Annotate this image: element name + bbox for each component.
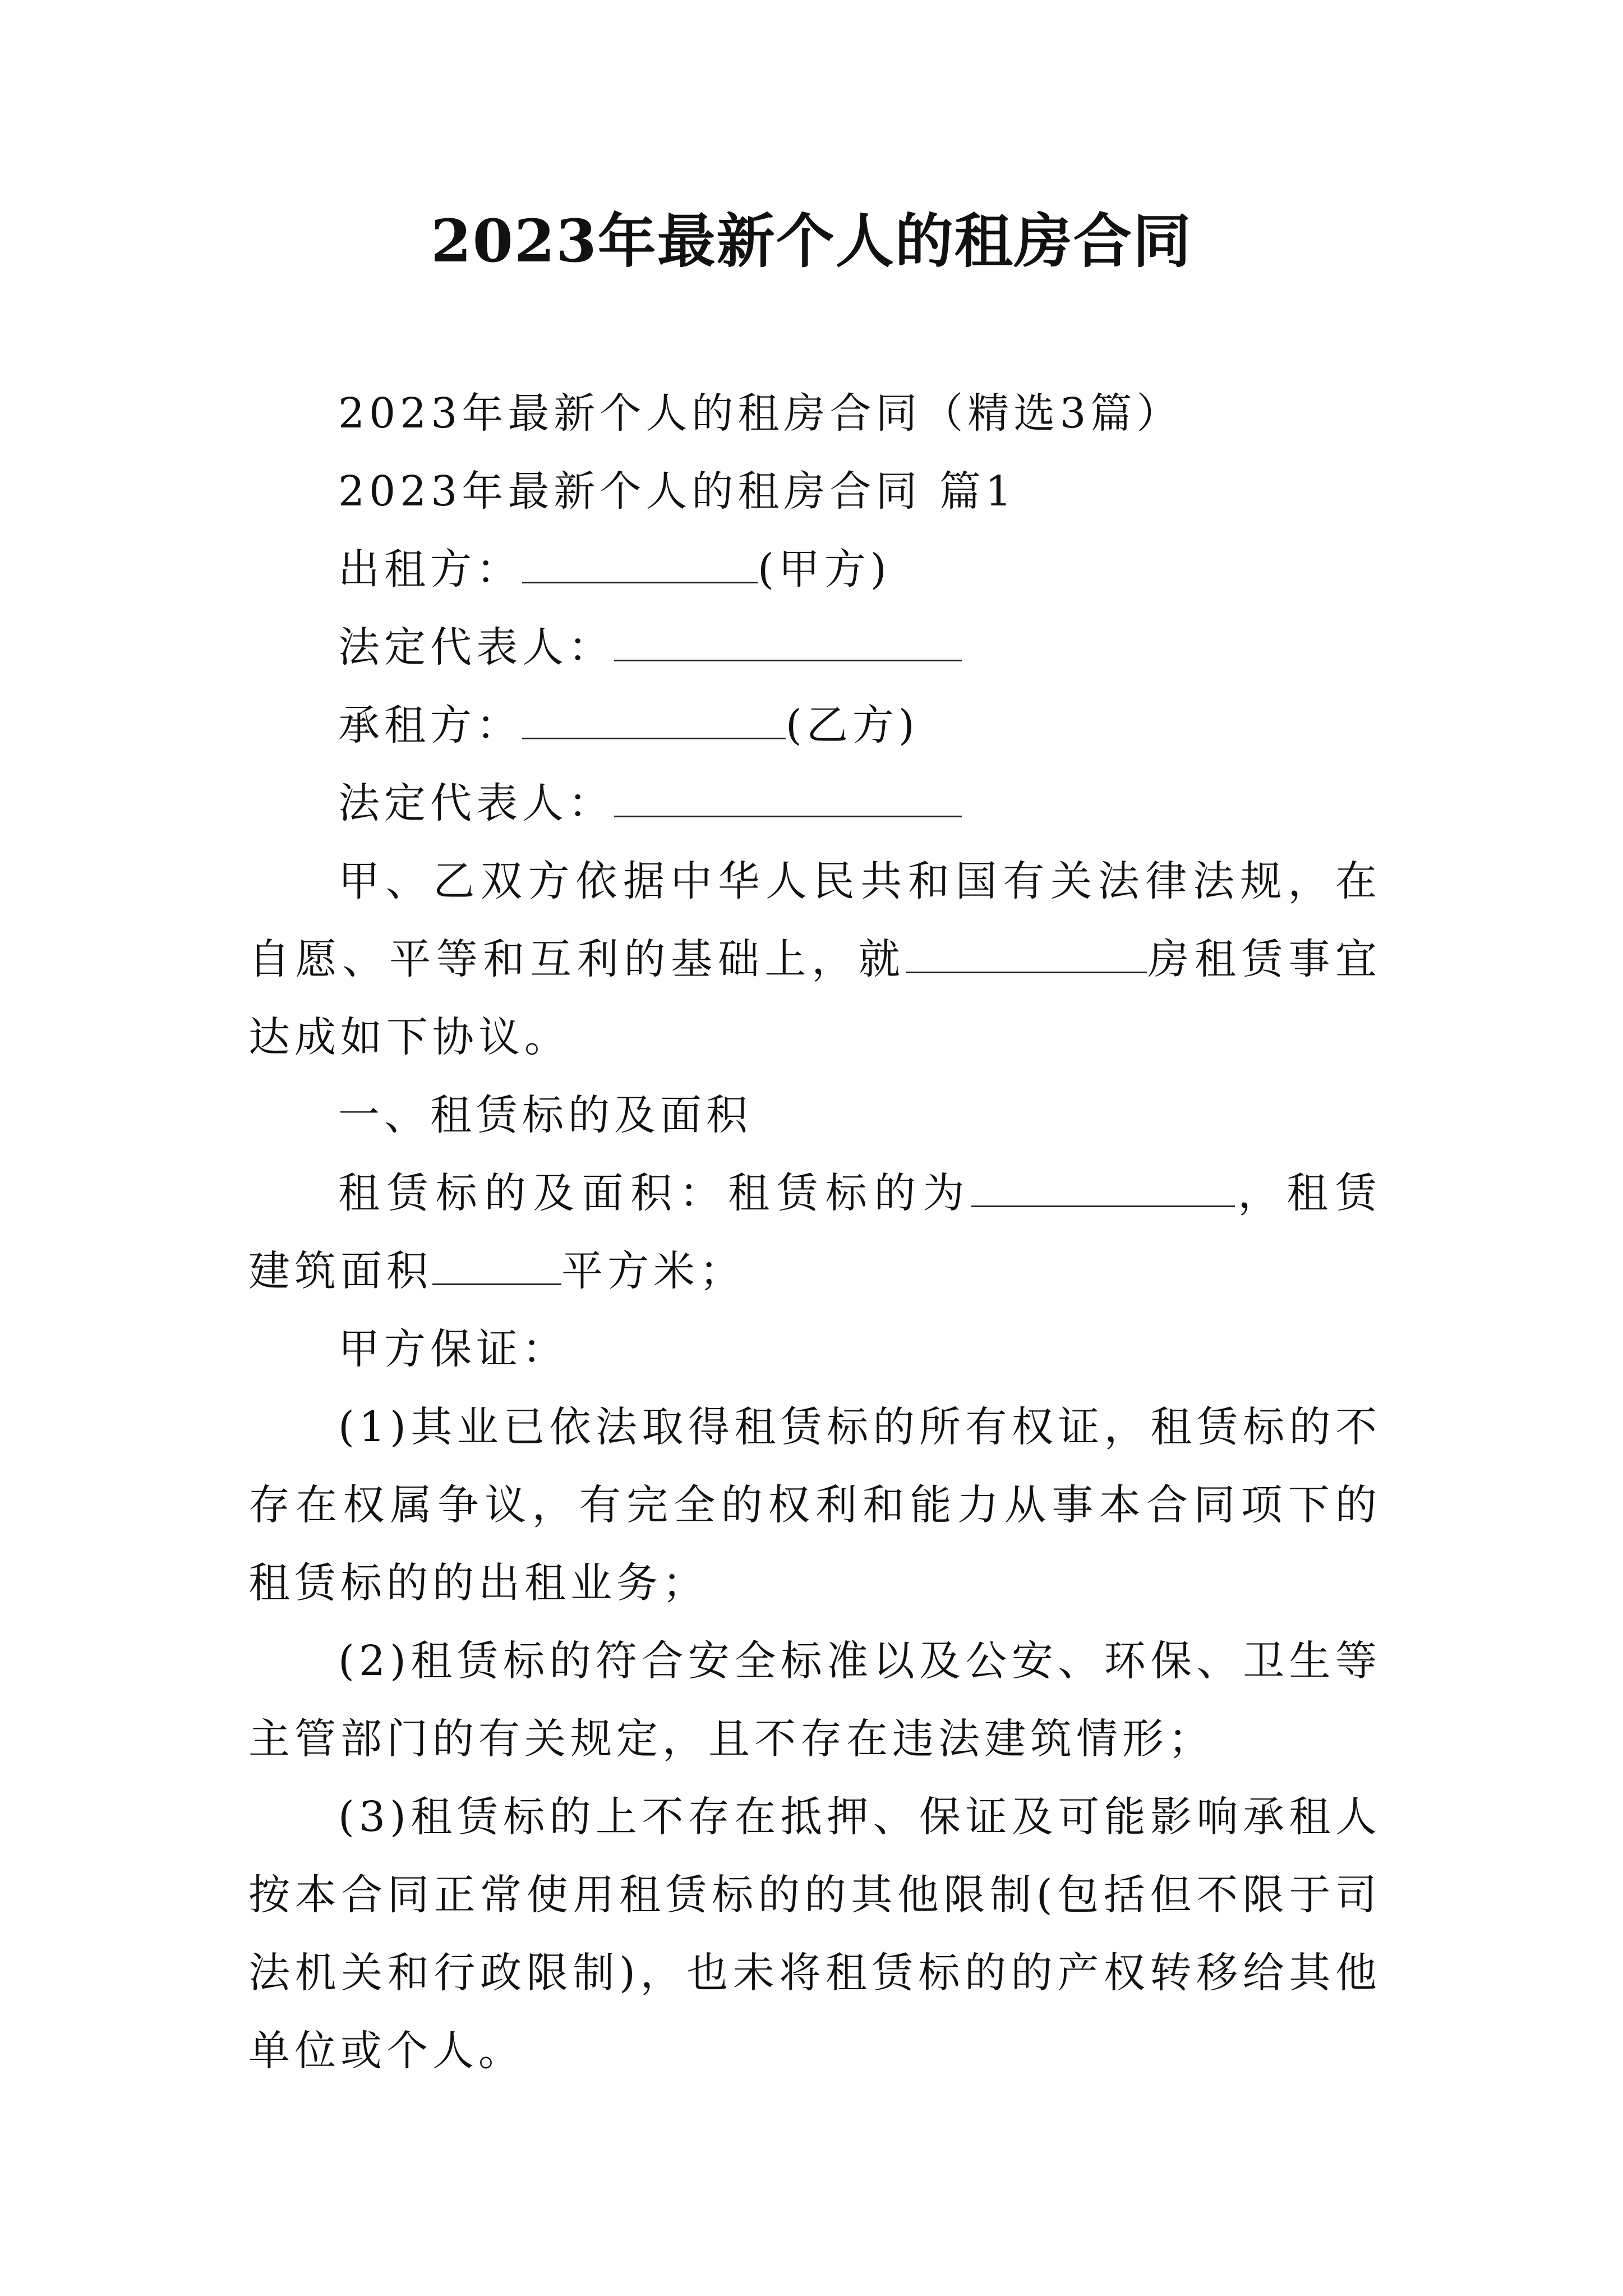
intro-paragraph xyxy=(248,843,1381,1076)
intro-before: 甲、乙双方依据中华人民共和国有关法律法规，在自愿、平等和互利的基础上，就 xyxy=(248,857,1381,983)
lessor-label: 出租方： xyxy=(338,545,522,593)
area-part1: 租赁标的及面积：租赁标的为 xyxy=(338,1169,972,1217)
lessee-rep-line xyxy=(248,765,1381,843)
lessee-blank xyxy=(522,697,786,739)
property-blank xyxy=(906,931,1147,973)
lessee-label: 承租方： xyxy=(338,701,522,749)
subtitle: 2023年最新个人的租房合同（精选3篇） xyxy=(338,389,1183,438)
area-paragraph xyxy=(248,1154,1381,1310)
lessor-rep-line xyxy=(248,609,1381,687)
lessee-suffix: (乙方) xyxy=(786,701,919,749)
guarantee-heading: 甲方保证： xyxy=(338,1325,568,1373)
clause-1: (1)其业已依法取得租赁标的所有权证，租赁标的不存在权属争议，有完全的权利和能力从事本合同项下的租赁标的的出租业务； xyxy=(248,1403,1381,1607)
area-part3: 平方米； xyxy=(561,1247,745,1295)
lessor-blank xyxy=(522,541,758,583)
lessor-rep-blank xyxy=(614,619,962,661)
document-body xyxy=(248,375,1381,2090)
subject-blank xyxy=(971,1165,1235,1207)
lessor-line xyxy=(248,531,1381,609)
lessor-suffix: (甲方) xyxy=(758,545,891,593)
lessee-line xyxy=(248,687,1381,765)
document-title: 2023年最新个人的租房合同 xyxy=(431,206,1192,275)
lessor-rep-label: 法定代表人： xyxy=(338,623,614,671)
lessee-rep-blank xyxy=(614,775,962,817)
article-1-heading: 一、租赁标的及面积 xyxy=(338,1091,752,1139)
section-heading: 2023年最新个人的租房合同 篇1 xyxy=(338,467,1016,516)
area-part2: ，租赁建筑面积 xyxy=(248,1169,1381,1295)
lessee-rep-label: 法定代表人： xyxy=(338,779,614,827)
clause-3: (3)租赁标的上不存在抵押、保证及可能影响承租人按本合同正常使用租赁标的的其他限制(包括但不限于司法机关和行政限制)，也未将租赁标的的产权转移给其他单位或个人。 xyxy=(248,1793,1381,2075)
intro-after: 房租赁事宜达成如下协议。 xyxy=(248,935,1381,1061)
clause-2: (2)租赁标的符合安全标准以及公安、环保、卫生等主管部门的有关规定，且不存在违法建筑情形； xyxy=(248,1637,1381,1763)
area-blank xyxy=(432,1243,561,1285)
